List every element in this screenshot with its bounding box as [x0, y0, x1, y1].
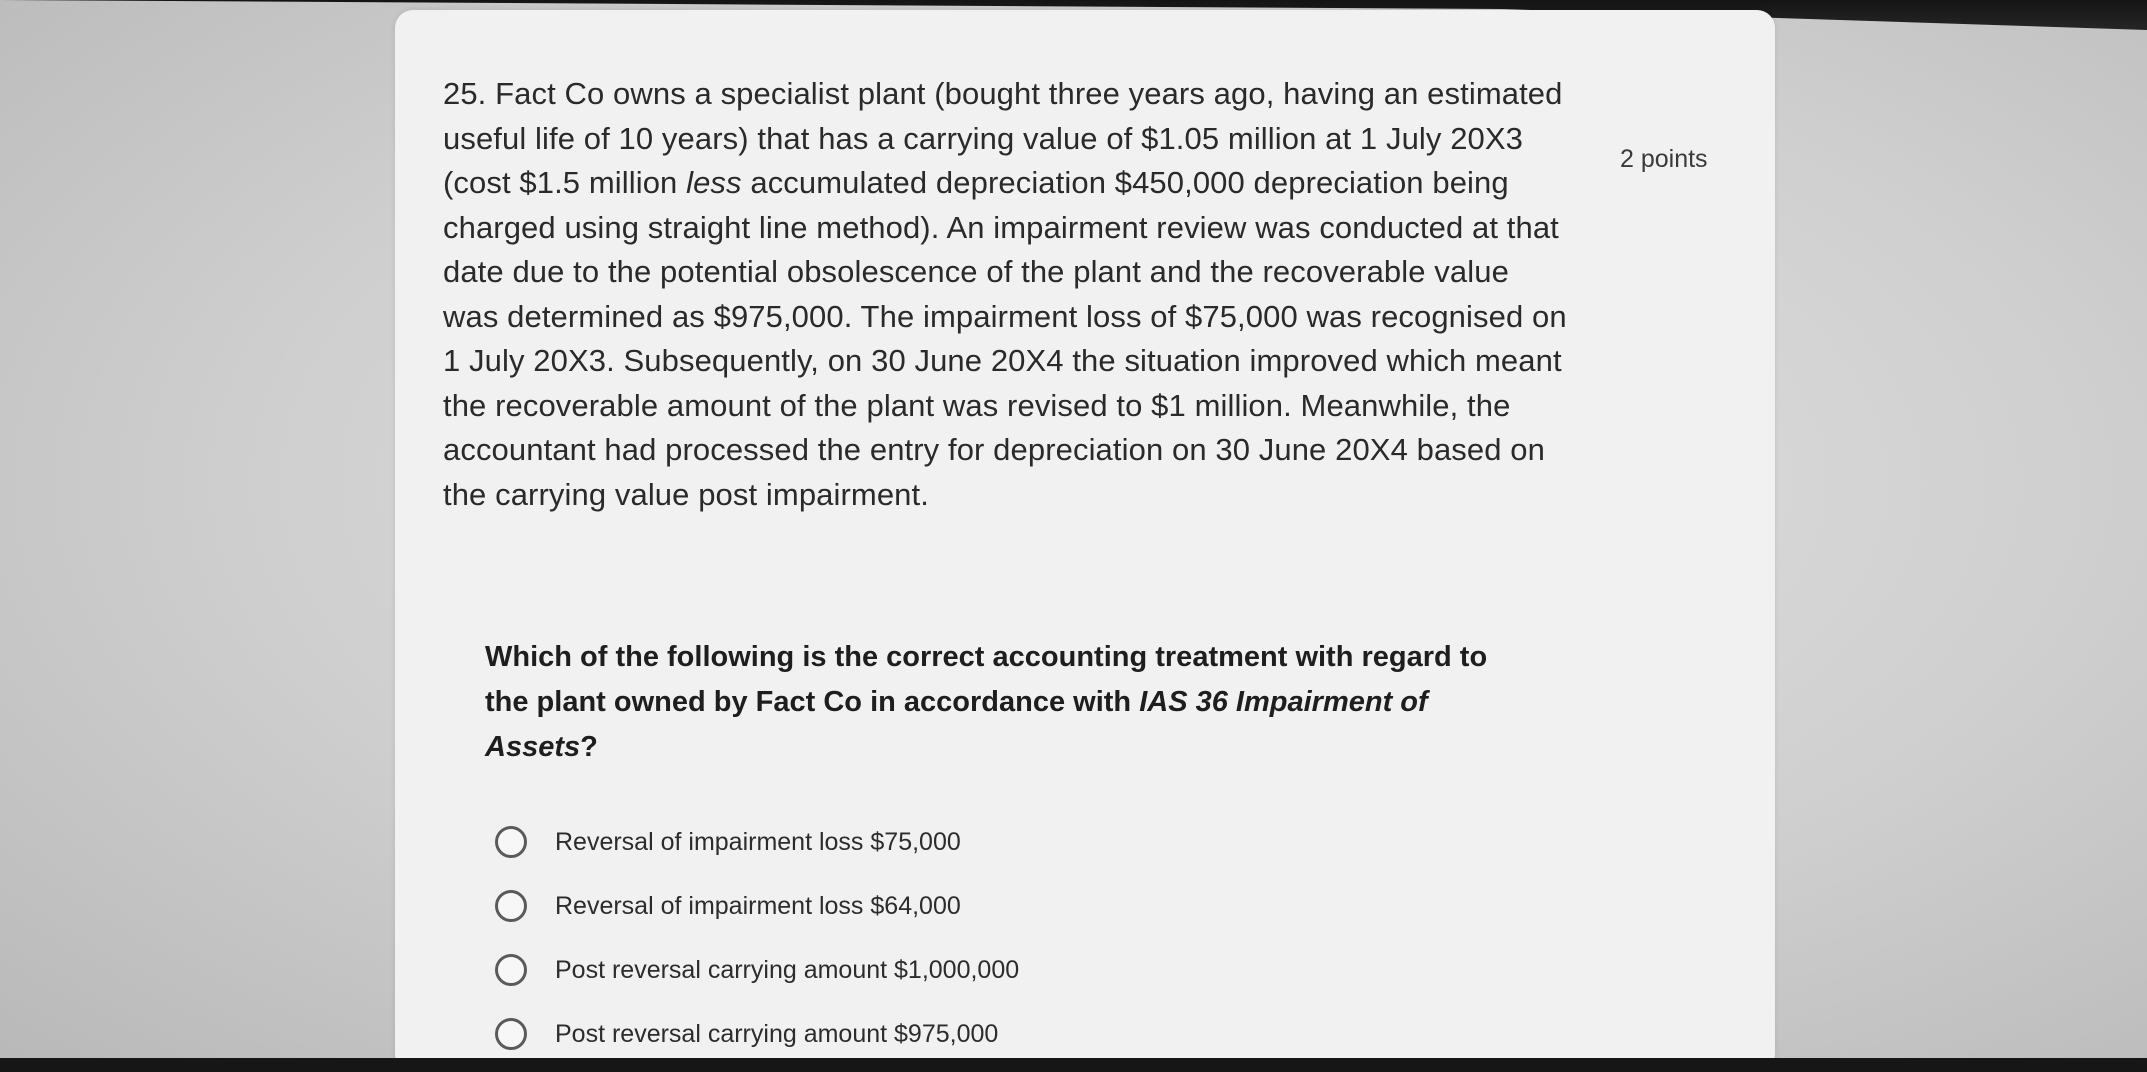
answer-option-label: Reversal of impairment loss $64,000 — [555, 891, 961, 920]
answer-options — [495, 810, 1019, 1066]
radio-button-icon[interactable] — [495, 1018, 527, 1050]
answer-option-label: Post reversal carrying amount $1,000,000 — [555, 955, 1020, 984]
answer-option-label: Post reversal carrying amount $975,000 — [555, 1019, 999, 1048]
question-card — [395, 10, 1775, 1072]
radio-button-icon[interactable] — [495, 826, 527, 858]
question-prompt — [485, 635, 1525, 770]
prompt-text-end: ? — [580, 731, 598, 763]
answer-option[interactable] — [495, 1002, 1019, 1066]
answer-option[interactable] — [495, 810, 1019, 874]
question-text — [443, 72, 1573, 517]
monitor-bezel-bottom — [0, 1058, 2147, 1072]
points-label: 2 points — [1620, 145, 1708, 173]
prompt-text-start: Which of the following is the correct accounting treatment with regard to the plant owned by Fact Co in accordance with — [485, 641, 1488, 718]
answer-option[interactable] — [495, 938, 1019, 1002]
radio-button-icon[interactable] — [495, 890, 527, 922]
question-text-part-1: 25. Fact Co owns a specialist plant (bought three years ago, having an estimated useful life of 10 years) that has a carrying value of $1.05 million at 1 July 20X3 (cost $1.5 million — [443, 76, 1563, 200]
question-text-less: less — [686, 165, 742, 200]
question-text-part-2: accumulated depreciation $450,000 depreciation being charged using straight line method). An impairment review was conducted at that date due to the potential obsolescence of the plant and the recoverable value was determined as $975,000. The impairment loss of $75,000 was recognised on 1 July 20X3. Subsequently, on 30 June 20X4 the situation improved which meant the recoverable amount of the plant was revised to $1 million. Meanwhile, the accountant had processed the entry for depreciation on 30 June 20X4 based on the carrying value post impairment. — [443, 165, 1567, 512]
answer-option[interactable] — [495, 874, 1019, 938]
answer-option-label: Reversal of impairment loss $75,000 — [555, 827, 961, 856]
prompt-text-standard: IAS 36 Impairment of Assets — [485, 686, 1428, 763]
radio-button-icon[interactable] — [495, 954, 527, 986]
